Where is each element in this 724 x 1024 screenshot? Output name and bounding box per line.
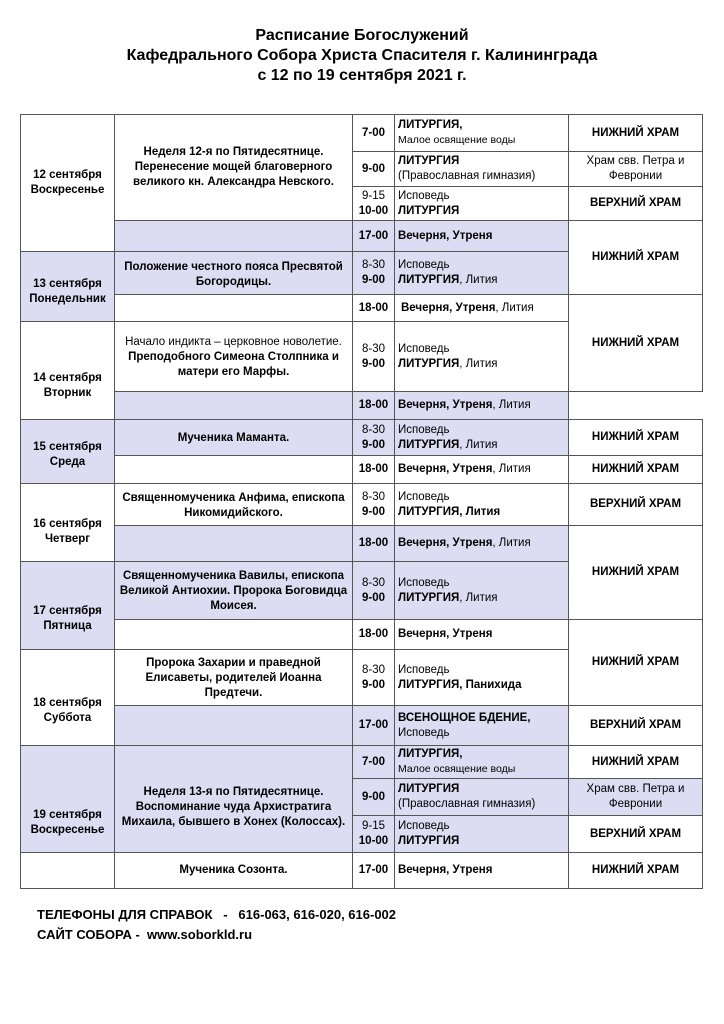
service-cell: Исповедь ЛИТУРГИЯ	[395, 187, 569, 221]
place-cell: Храм свв. Петра и Февронии	[569, 779, 703, 816]
table-row	[21, 295, 703, 322]
table-row	[21, 221, 703, 252]
time-cell: 9-00	[353, 779, 395, 816]
feast-cell: Неделя 12-я по Пятидесятнице. Перенесение мощей благоверного великого кн. Александра Невского.	[115, 115, 353, 221]
service-cell: Исповедь ЛИТУРГИЯ, Лития	[395, 252, 569, 295]
feast-cell: Неделя 13-я по Пятидесятнице. Воспоминание чуда Архистратига Михаила, бывшего в Хонех (Колоссах).	[115, 746, 353, 853]
feast-cell-empty	[115, 526, 353, 562]
place-cell: НИЖНИЙ ХРАМ	[569, 853, 703, 889]
time-cell: 8-30 9-00	[353, 420, 395, 456]
feast-cell-empty	[115, 620, 353, 650]
feast-cell-empty	[115, 392, 353, 420]
day-cell: 16 сентября Четверг	[21, 484, 115, 562]
service-cell: ЛИТУРГИЯ (Православная гимназия)	[395, 779, 569, 816]
day-cell: 15 сентября Среда	[21, 420, 115, 484]
day-cell: 18 сентября Суббота	[21, 650, 115, 746]
place-cell: ВЕРХНИЙ ХРАМ	[569, 187, 703, 221]
table-row	[21, 420, 703, 456]
place-cell: ВЕРХНИЙ ХРАМ	[569, 706, 703, 746]
time-cell: 17-00	[353, 706, 395, 746]
time-cell: 8-30 9-00	[353, 322, 395, 392]
feast-cell-empty	[115, 295, 353, 322]
table-row	[21, 706, 703, 746]
feast-cell-empty	[115, 456, 353, 484]
service-cell: ВСЕНОЩНОЕ БДЕНИЕ, Исповедь	[395, 706, 569, 746]
time-cell: 17-00	[353, 853, 395, 889]
place-cell: Храм свв. Петра и Февронии	[569, 152, 703, 187]
time-cell: 8-30 9-00	[353, 484, 395, 526]
table-row	[21, 484, 703, 526]
service-cell: Вечерня, Утреня	[395, 221, 569, 252]
day-cell-empty	[21, 853, 115, 889]
time-cell: 18-00	[353, 526, 395, 562]
service-cell: Вечерня, Утреня	[395, 620, 569, 650]
schedule-table	[20, 114, 703, 889]
cathedral-name: Кафедрального Собора Христа Спасителя г. Калининграда	[126, 47, 598, 64]
feast-cell: Мученика Маманта.	[115, 420, 353, 456]
table-row	[21, 392, 703, 420]
table-row	[21, 853, 703, 889]
service-cell: Вечерня, Утреня, Лития	[395, 295, 569, 322]
service-cell: Исповедь ЛИТУРГИЯ, Лития	[395, 484, 569, 526]
service-cell: Вечерня, Утреня, Лития	[395, 456, 569, 484]
time-cell: 18-00	[353, 620, 395, 650]
table-row	[21, 526, 703, 562]
place-cell: ВЕРХНИЙ ХРАМ	[569, 816, 703, 853]
time-cell: 9-00	[353, 152, 395, 187]
table-row	[21, 115, 703, 152]
service-cell: Исповедь ЛИТУРГИЯ, Лития	[395, 562, 569, 620]
feast-cell: Мученика Созонта.	[115, 853, 353, 889]
time-cell: 17-00	[353, 221, 395, 252]
service-cell: Вечерня, Утреня, Лития	[395, 526, 569, 562]
place-cell: НИЖНИЙ ХРАМ	[569, 295, 703, 392]
table-row	[21, 746, 703, 779]
day-cell: 14 сентября Вторник	[21, 322, 115, 420]
feast-cell: Положение честного пояса Пресвятой Богородицы.	[115, 252, 353, 295]
place-cell: ВЕРХНИЙ ХРАМ	[569, 484, 703, 526]
phone-numbers: ТЕЛЕФОНЫ ДЛЯ СПРАВОК - 616-063, 616-020, 616-002	[37, 907, 397, 922]
website: САЙТ СОБОРА - www.soborkld.ru	[37, 927, 253, 942]
day-cell: 17 сентября Пятница	[21, 562, 115, 650]
feast-cell: Пророка Захарии и праведной Елисаветы, родителей Иоанна Предтечи.	[115, 650, 353, 706]
time-cell: 9-15 10-00	[353, 816, 395, 853]
feast-cell-empty	[115, 221, 353, 252]
table-row	[21, 456, 703, 484]
day-cell: 12 сентября Воскресенье	[21, 115, 115, 252]
time-cell: 18-00	[353, 392, 395, 420]
day-cell: 13 сентября Понедельник	[21, 252, 115, 322]
time-cell: 18-00	[353, 295, 395, 322]
service-cell: ЛИТУРГИЯ (Православная гимназия)	[395, 152, 569, 187]
feast-cell: Священномученика Анфима, епископа Никомидийского.	[115, 484, 353, 526]
place-cell: НИЖНИЙ ХРАМ	[569, 526, 703, 620]
time-cell: 9-15 10-00	[353, 187, 395, 221]
time-cell: 7-00	[353, 115, 395, 152]
place-cell: НИЖНИЙ ХРАМ	[569, 420, 703, 456]
place-cell: НИЖНИЙ ХРАМ	[569, 620, 703, 706]
service-cell: Исповедь ЛИТУРГИЯ, Лития	[395, 322, 569, 392]
time-cell: 8-30 9-00	[353, 650, 395, 706]
time-cell: 7-00	[353, 746, 395, 779]
time-cell: 18-00	[353, 456, 395, 484]
date-range: с 12 по 19 сентября 2021 г.	[257, 67, 467, 84]
place-cell: НИЖНИЙ ХРАМ	[569, 221, 703, 295]
time-cell: 8-30 9-00	[353, 562, 395, 620]
day-cell: 19 сентября Воскресенье	[21, 746, 115, 853]
feast-cell-empty	[115, 706, 353, 746]
service-cell: Вечерня, Утреня, Лития	[395, 392, 569, 420]
service-cell: Вечерня, Утреня	[395, 853, 569, 889]
schedule-title: Расписание Богослужений	[255, 27, 469, 44]
time-cell: 8-30 9-00	[353, 252, 395, 295]
service-cell: ЛИТУРГИЯ, Малое освящение воды	[395, 115, 569, 152]
place-cell: НИЖНИЙ ХРАМ	[569, 115, 703, 152]
service-cell: ЛИТУРГИЯ, Малое освящение воды	[395, 746, 569, 779]
feast-cell: Священномученика Вавилы, епископа Великой Антиохии. Пророка Боговидца Моисея.	[115, 562, 353, 620]
place-cell: НИЖНИЙ ХРАМ	[569, 456, 703, 484]
place-cell: НИЖНИЙ ХРАМ	[569, 746, 703, 779]
service-cell: Исповедь ЛИТУРГИЯ, Лития	[395, 420, 569, 456]
feast-cell: Начало индикта – церковное новолетие. Преподобного Симеона Столпника и матери его Марфы.	[115, 322, 353, 392]
service-cell: Исповедь ЛИТУРГИЯ	[395, 816, 569, 853]
table-row	[21, 620, 703, 650]
service-cell: Исповедь ЛИТУРГИЯ, Панихида	[395, 650, 569, 706]
